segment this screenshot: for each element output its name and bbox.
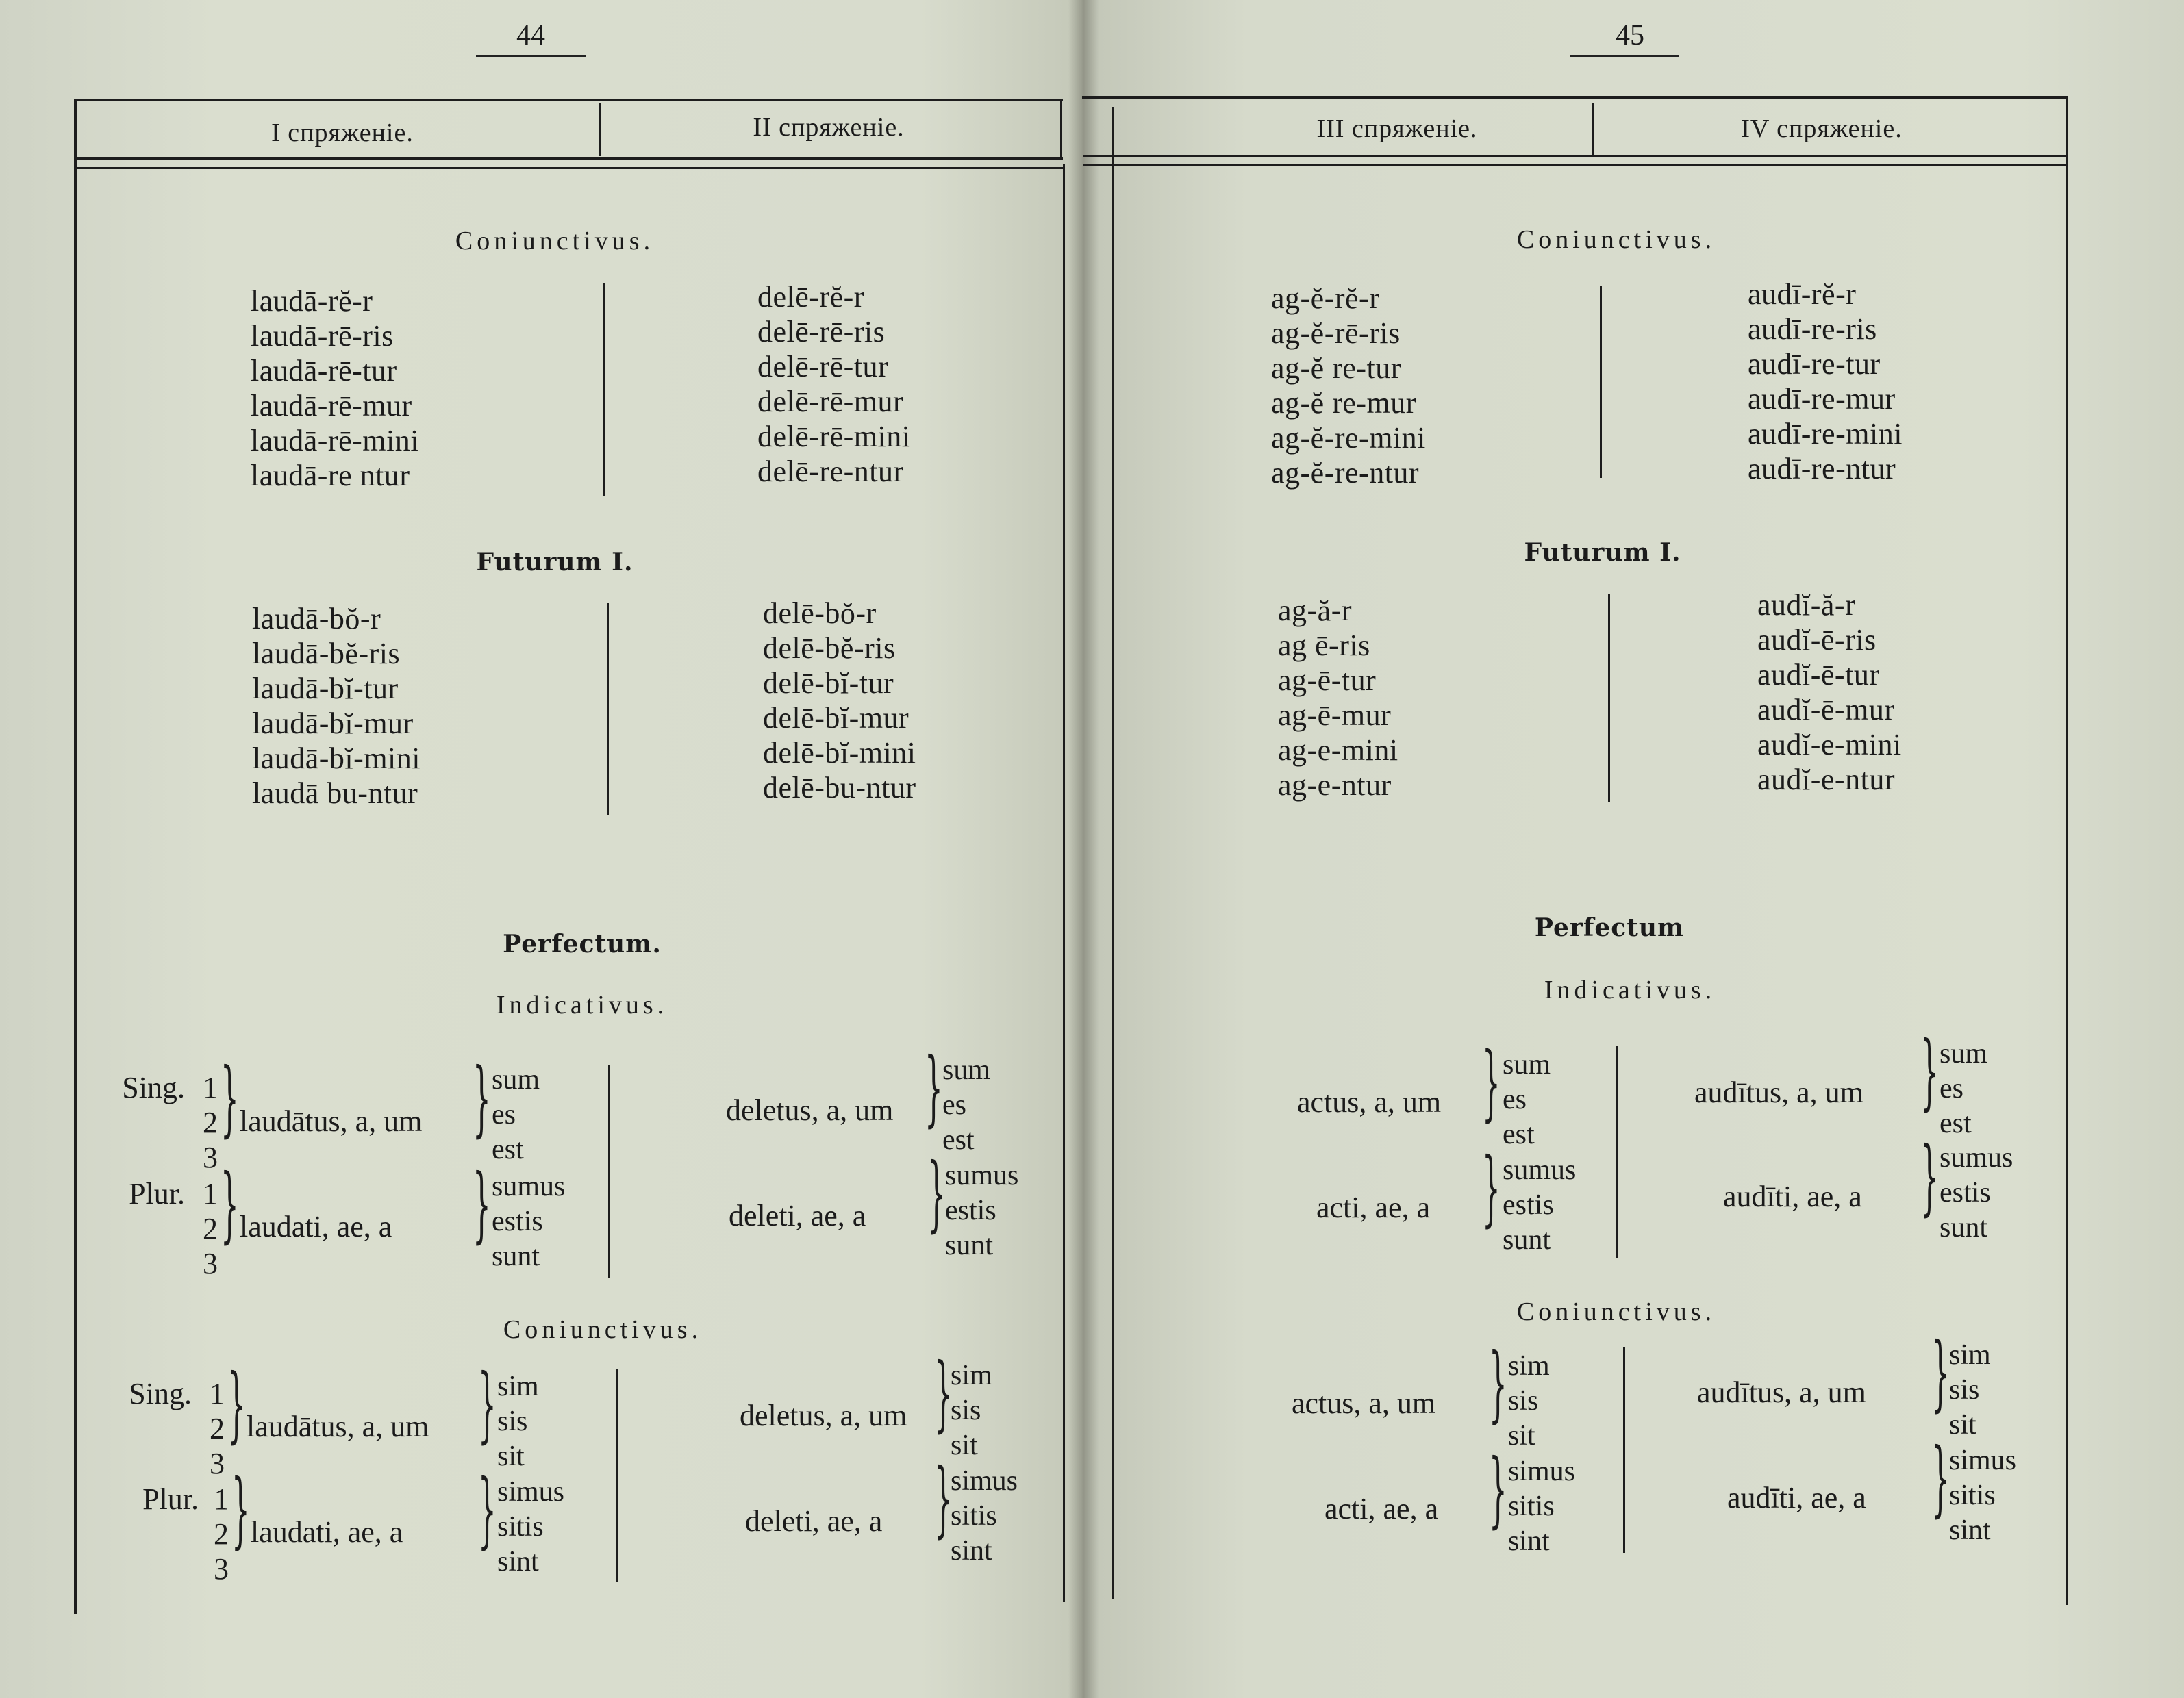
section-perf-coniunctivus: Coniunctivus. [1516, 1297, 1716, 1326]
brace: } [1931, 1431, 1950, 1526]
coniunctivus-col-4: audī-rĕ-r audī-re-ris audī-re-tur audī-re-mur audī-re-mini audī-re-ntur [1748, 277, 1903, 485]
endings: sim sis sit [951, 1360, 992, 1461]
column-divider [1616, 1046, 1618, 1258]
brace: } [478, 1462, 497, 1558]
section-perfectum: Perfectum. [503, 930, 662, 959]
person-numbers: 1 2 3 [203, 1071, 218, 1174]
stem-acti: acti, ae, a [1325, 1492, 1439, 1525]
stem-auditus: audītus, a, um [1697, 1376, 1866, 1409]
header-conjugation-4: IV спряженіе. [1741, 114, 1903, 143]
stem-deleti: deleti, ae, a [729, 1199, 866, 1232]
stem-auditi: audīti, ae, a [1727, 1481, 1866, 1515]
header-rule [77, 157, 1063, 160]
brace: } [227, 1357, 246, 1452]
stem-deletus: deletus, a, um [740, 1399, 907, 1432]
brace: } [1920, 1130, 1939, 1225]
header-divider [1592, 103, 1594, 155]
brace: } [927, 1146, 946, 1241]
header-rule [1083, 155, 2067, 157]
endings: sumus estis sunt [1503, 1154, 1577, 1256]
section-perfectum: Perfectum [1534, 913, 1685, 942]
stem-acti: acti, ae, a [1316, 1191, 1431, 1224]
endings: simus sitis sint [497, 1476, 565, 1577]
page-number-left: 44 [516, 20, 545, 51]
label-sing: Sing. [122, 1071, 185, 1104]
endings: simus sitis sint [1949, 1445, 2017, 1546]
label-plur: Plur. [129, 1177, 185, 1211]
column-divider [1600, 286, 1602, 478]
endings: sum es est [492, 1064, 540, 1165]
endings: sumus estis sunt [945, 1160, 1019, 1261]
stem-auditus: audītus, a, um [1694, 1076, 1863, 1109]
header-rule-2 [77, 167, 1063, 169]
brace: } [231, 1462, 250, 1558]
endings: simus sitis sint [1508, 1456, 1576, 1557]
stem-laudati: laudati, ae, a [240, 1210, 392, 1243]
futurum-col-3: ag-ă-r ag ē-ris ag-ē-tur ag-ē-mur ag-e-mini ag-e-ntur [1278, 594, 1398, 802]
brace: } [925, 1041, 943, 1136]
brace: } [1489, 1442, 1507, 1537]
endings: simus sitis sint [951, 1465, 1018, 1567]
brace: } [473, 1051, 491, 1146]
futurum-col-2: delē-bŏ-r delē-bĕ-ris delē-bĭ-tur delē-bĭ-mur delē-bĭ-mini delē-bu-ntur [763, 596, 916, 804]
section-coniunctivus: Coniunctivus. [455, 227, 655, 255]
header-rule-2 [1083, 164, 2067, 166]
column-divider [603, 283, 605, 496]
endings: sim sis sit [1508, 1350, 1550, 1452]
stem-deletus: deletus, a, um [726, 1093, 894, 1127]
column-divider [616, 1369, 618, 1582]
table-frame-right [1082, 96, 2068, 1605]
header-conjugation-1: I спряженіе. [271, 118, 414, 147]
column-divider [1623, 1347, 1625, 1553]
person-numbers: 1 2 3 [214, 1482, 229, 1586]
header-conjugation-3: III спряженіе. [1316, 114, 1478, 143]
page-left-border [1112, 107, 1114, 1599]
stem-actus: actus, a, um [1297, 1085, 1442, 1119]
endings: sumus estis sunt [1940, 1142, 2013, 1243]
coniunctivus-col-1: laudā-rĕ-r laudā-rē-ris laudā-rē-tur laudā-rē-mur laudā-rē-mini laudā-re ntur [251, 284, 419, 492]
section-coniunctivus: Coniunctivus. [1516, 225, 1716, 254]
futurum-col-1: laudā-bŏ-r laudā-bĕ-ris laudā-bĭ-tur laudā-bĭ-mur laudā-bĭ-mini laudā bu-ntur [252, 602, 421, 810]
person-numbers: 1 2 3 [210, 1377, 225, 1480]
section-indicativus: Indicativus. [496, 991, 668, 1019]
label-plur: Plur. [142, 1482, 199, 1516]
section-futurum: Futurum I. [1524, 538, 1681, 567]
label-sing: Sing. [129, 1377, 192, 1410]
coniunctivus-col-3: ag-ĕ-rĕ-r ag-ĕ-rē-ris ag-ĕ re-tur ag-ĕ re-mur ag-ĕ-re-mini ag-ĕ-re-ntur [1271, 281, 1426, 490]
brace: } [1489, 1336, 1507, 1432]
header-divider [599, 103, 601, 156]
endings: sum es est [1503, 1049, 1551, 1150]
brace: } [221, 1051, 239, 1146]
page-right-border [1063, 164, 1065, 1602]
endings: sim sis sit [1949, 1339, 1991, 1441]
stem-actus: actus, a, um [1292, 1386, 1436, 1420]
section-perf-coniunctivus: Coniunctivus. [503, 1315, 703, 1344]
brace: } [478, 1357, 497, 1452]
endings: sum es est [1940, 1038, 1988, 1139]
stem-laudatus: laudātus, a, um [247, 1410, 429, 1443]
brace: } [1482, 1141, 1501, 1236]
stem-deleti: deleti, ae, a [745, 1504, 883, 1538]
person-numbers: 1 2 3 [203, 1177, 218, 1280]
stem-auditi: audīti, ae, a [1723, 1180, 1862, 1213]
endings: sum es est [942, 1054, 991, 1156]
section-futurum: Futurum I. [476, 548, 633, 576]
brace: } [934, 1346, 953, 1441]
header-conjugation-2: II спряженіе. [753, 113, 905, 142]
brace: } [221, 1157, 239, 1252]
stem-laudati: laudati, ae, a [251, 1515, 403, 1549]
column-divider [1608, 594, 1610, 802]
brace: } [1920, 1024, 1939, 1119]
endings: sumus estis sunt [492, 1171, 566, 1272]
column-divider [607, 603, 609, 815]
brace: } [1931, 1326, 1950, 1421]
page-number-rule [476, 55, 586, 57]
brace: } [934, 1452, 953, 1547]
page-number-right: 45 [1616, 20, 1644, 51]
brace: } [1482, 1035, 1501, 1130]
coniunctivus-col-2: delē-rĕ-r delē-rē-ris delē-rē-tur delē-rē-mur delē-rē-mini delē-re-ntur [757, 280, 911, 488]
brace: } [473, 1157, 491, 1252]
column-divider [608, 1065, 610, 1278]
stem-laudatus: laudātus, a, um [240, 1104, 423, 1138]
frame-edge [1060, 99, 1062, 160]
page-number-rule [1570, 55, 1679, 57]
section-indicativus: Indicativus. [1544, 976, 1716, 1004]
endings: sim sis sit [497, 1371, 539, 1472]
futurum-col-4: audĭ-ă-r audĭ-ē-ris audĭ-ē-tur audĭ-ē-mur audĭ-e-mini audĭ-e-ntur [1757, 588, 1902, 796]
